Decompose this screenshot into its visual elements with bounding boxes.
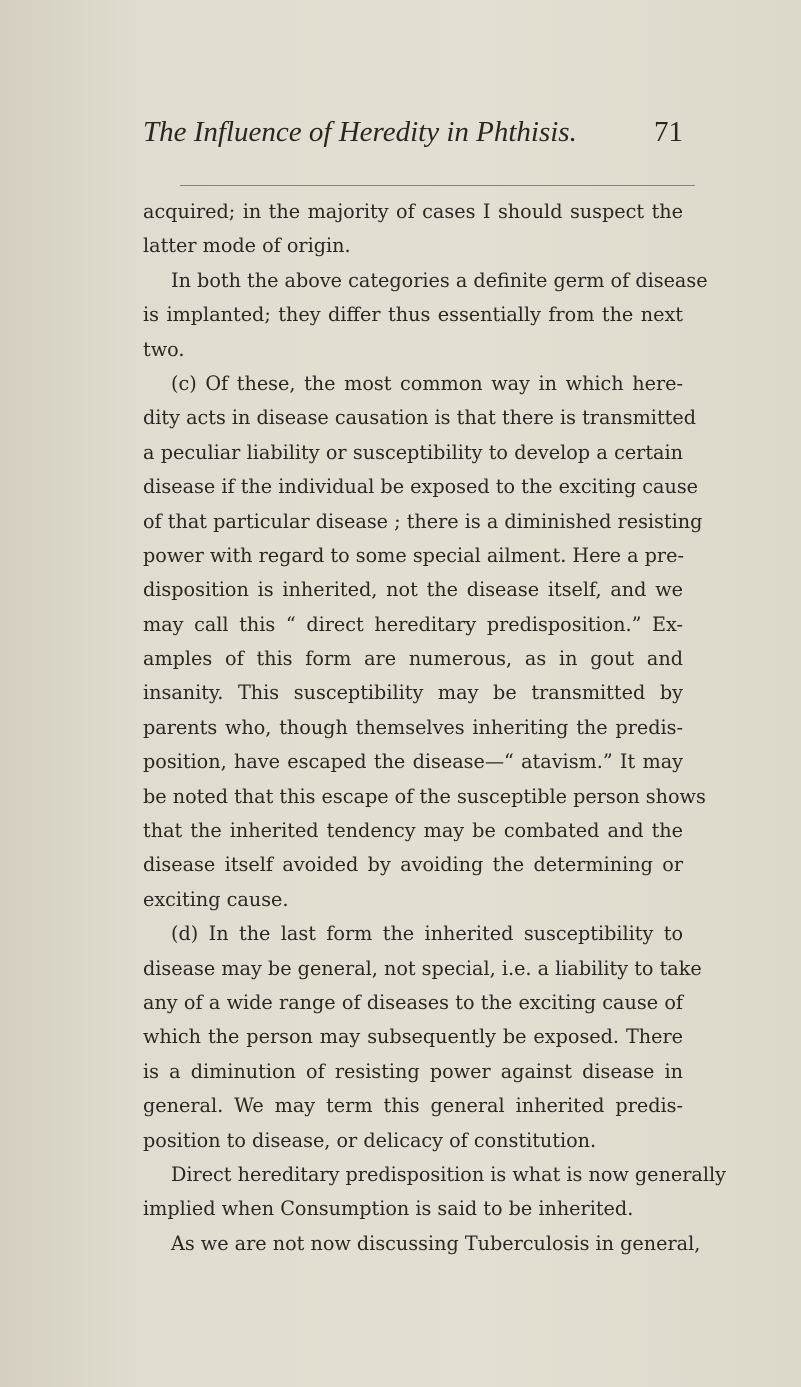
text-line: acquired; in the majority of cases I should suspect the (143, 200, 683, 223)
text-line: may call this “ direct hereditary predisposition.” Ex- (143, 612, 683, 636)
text-line: As we are not now discussing Tuberculosis in general, (171, 1231, 701, 1255)
text-line: disease may be general, not special, i.e. a liability to take (143, 956, 702, 980)
text-line: two. (143, 337, 185, 361)
text-line: latter mode of origin. (143, 234, 351, 258)
page-number: 71 (654, 116, 683, 148)
text-line: implied when Consumption is said to be inherited. (143, 1197, 634, 1221)
text-line: disposition is inherited, not the disease itself, and we (143, 578, 683, 602)
body-text (143, 195, 726, 1261)
text-line: (d) In the last form the inherited susceptibility to (171, 922, 683, 946)
text-line: be noted that this escape of the susceptible person shows (143, 784, 706, 808)
text-line: dity acts in disease causation is that there is transmitted (143, 406, 696, 430)
text-line: any of a wide range of diseases to the exciting cause of (143, 990, 683, 1014)
text-line: (c) Of these, the most common way in which here- (171, 371, 683, 395)
text-line: disease itself avoided by avoiding the determining or (143, 853, 683, 877)
text-line: power with regard to some special ailment. Here a pre- (143, 543, 684, 567)
text-line: exciting cause. (143, 887, 289, 911)
text-line: which the person may subsequently be exposed. There (143, 1025, 683, 1049)
text-line: Direct hereditary predisposition is what is now generally (171, 1162, 726, 1186)
text-line: of that particular disease ; there is a diminished resisting (143, 509, 703, 533)
text-line: insanity. This susceptibility may be transmitted by (143, 681, 683, 705)
header-rule (180, 185, 695, 186)
text-line: In both the above categories a definite germ of disease (171, 268, 708, 292)
text-line: a peculiar liability or susceptibility to develop a certain (143, 440, 683, 464)
text-line: parents who, though themselves inheriting the predis- (143, 715, 683, 739)
text-line: is implanted; they differ thus essentially from the next (143, 303, 683, 327)
text-line: general. We may term this general inherited predis- (143, 1094, 683, 1118)
text-line: that the inherited tendency may be combated and the (143, 819, 683, 843)
text-line: position to disease, or delicacy of constitution. (143, 1128, 597, 1152)
text-line: position, have escaped the disease—“ atavism.” It may (143, 750, 683, 774)
running-title: The Influence of Heredity in Phthisis. (143, 116, 577, 148)
text-line: disease if the individual be exposed to the exciting cause (143, 475, 699, 499)
text-line: is a diminution of resisting power against disease in (143, 1059, 683, 1083)
text-line: amples of this form are numerous, as in gout and (143, 647, 683, 671)
